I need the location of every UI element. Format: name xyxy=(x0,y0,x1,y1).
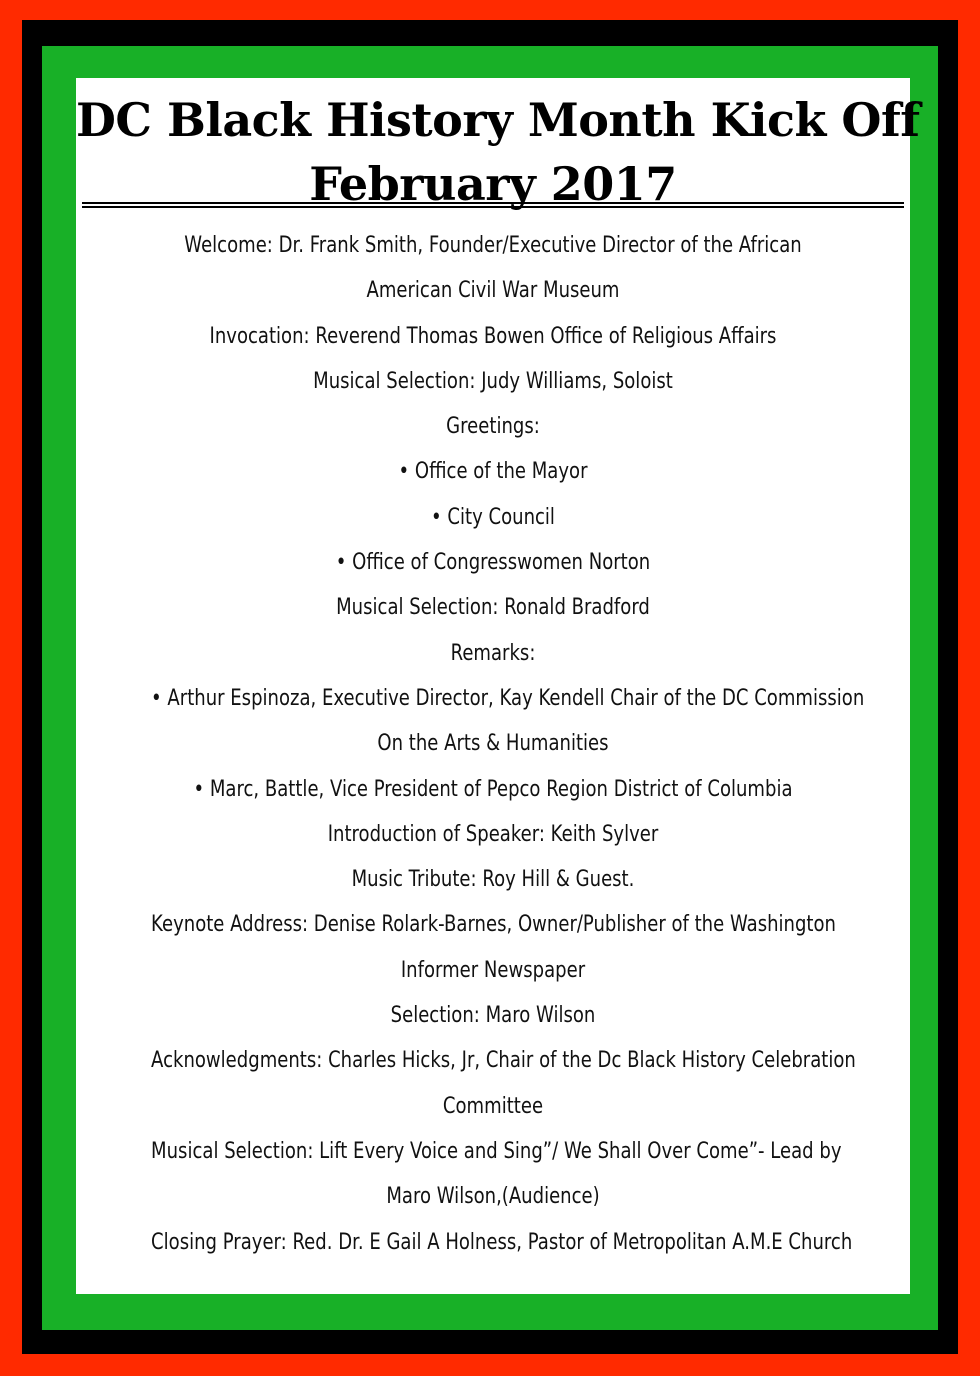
program-line: • Marc, Battle, Vice President of Pepco Region District of Columbia xyxy=(193,776,793,802)
program-line: Committee xyxy=(442,1093,544,1119)
program-line: Keynote Address: Denise Rolark-Barnes, Owner/Publisher of the Washington xyxy=(151,912,836,938)
page-title xyxy=(76,88,920,216)
program-line: • City Council xyxy=(431,504,555,530)
program-line: Maro Wilson,(Audience) xyxy=(386,1184,600,1210)
program-line: Musical Selection: Ronald Bradford xyxy=(336,595,650,621)
program-line: Closing Prayer: Red. Dr. E Gail A Holness, Pastor of Metropolitan A.M.E Church xyxy=(151,1229,853,1255)
program-line: On the Arts & Humanities xyxy=(377,731,609,757)
title-divider xyxy=(82,202,904,208)
program-line: Greetings: xyxy=(446,414,540,440)
program-line: Acknowledgments: Charles Hicks, Jr, Chair of the Dc Black History Celebration xyxy=(151,1048,856,1074)
program-line: Remarks: xyxy=(450,640,536,666)
program-line: Musical Selection: Judy Williams, Soloist xyxy=(313,368,673,394)
program-line: Invocation: Reverend Thomas Bowen Office of Religious Affairs xyxy=(209,323,777,349)
title-line-1: DC Black History Month Kick Off xyxy=(76,93,920,147)
program-line: Introduction of Speaker: Keith Sylver xyxy=(327,821,659,847)
program-line: American Civil War Museum xyxy=(366,278,620,304)
program-line: Musical Selection: Lift Every Voice and Sing”/ We Shall Over Come”- Lead by xyxy=(151,1138,842,1164)
program-line: • Arthur Espinoza, Executive Director, Kay Kendell Chair of the DC Commission xyxy=(151,685,865,711)
program-line: Welcome: Dr. Frank Smith, Founder/Executive Director of the African xyxy=(184,233,802,258)
program-list xyxy=(76,223,910,1265)
program-line: Selection: Maro Wilson xyxy=(390,1003,596,1029)
program-panel xyxy=(76,78,920,1294)
program-line: Music Tribute: Roy Hill & Guest. xyxy=(351,867,635,893)
program-line: Informer Newspaper xyxy=(400,957,586,983)
program-line: • Office of Congresswomen Norton xyxy=(335,550,651,576)
title-line-2: February 2017 xyxy=(309,157,677,211)
program-line: • Office of the Mayor xyxy=(398,459,588,485)
